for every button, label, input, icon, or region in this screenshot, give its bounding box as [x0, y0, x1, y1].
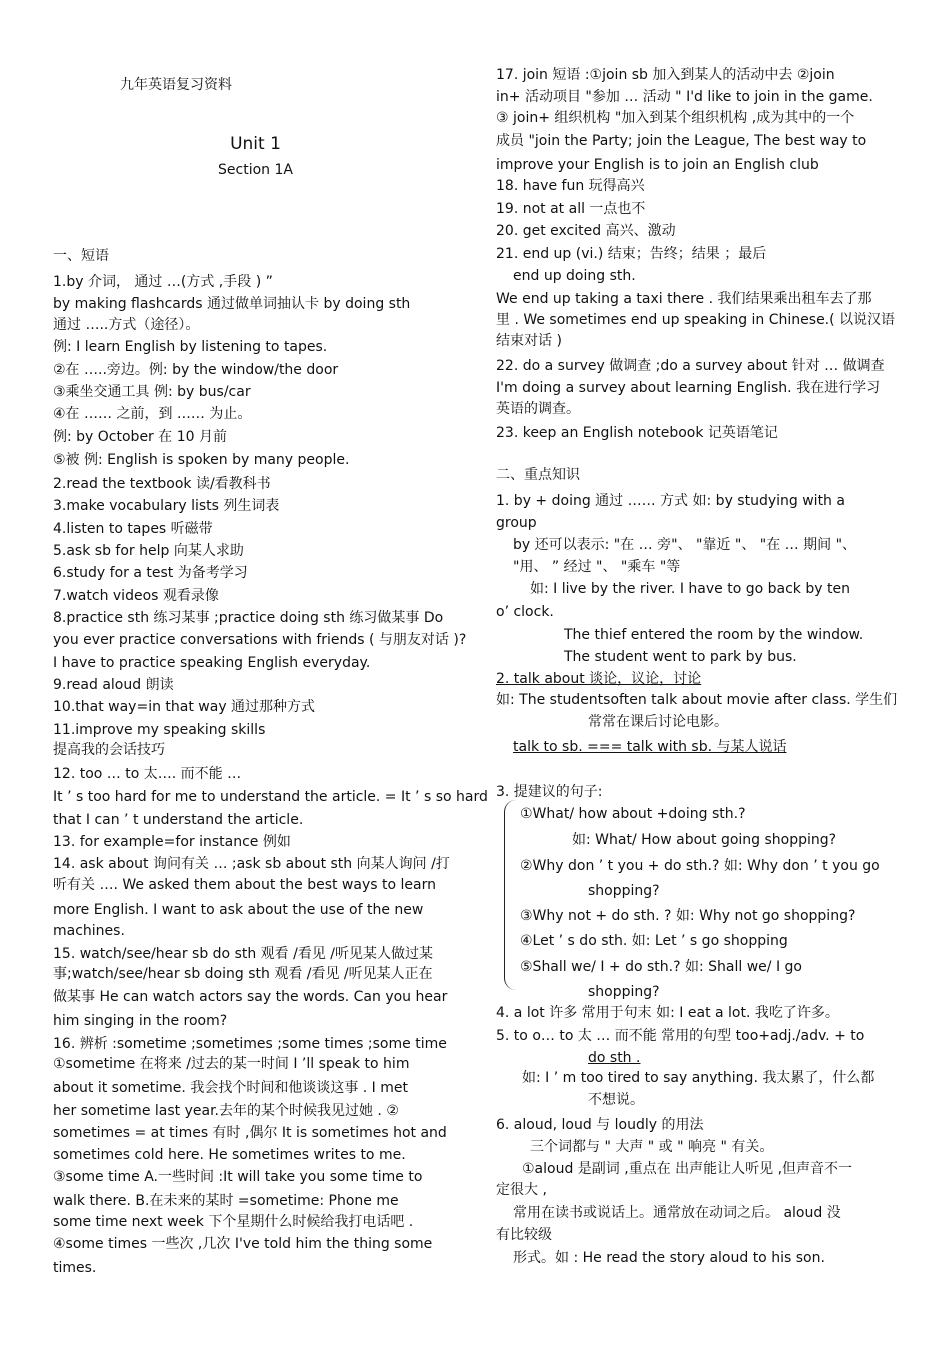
text-line: 通过 …..方式（途径）。 — [53, 317, 200, 333]
text-line: ③乘坐交通工具 例: by bus/car — [53, 384, 251, 400]
text-line: 2.read the textbook 读/看教科书 — [53, 476, 271, 492]
text-line: 听有关 …. We asked them about the best ways to learn — [53, 877, 436, 893]
text-line: 21. end up (vi.) 结束；告终；结果 ；最后 — [496, 246, 767, 262]
text-line: 6.study for a test 为备考学习 — [53, 565, 248, 581]
text-line: 事;watch/see/hear sb doing sth 观看 /看见 /听见某人正在 — [53, 966, 433, 982]
text-line: 5.ask sb for help 向某人求助 — [53, 543, 244, 559]
text-line: ④在 …… 之前，到 …… 为止。 — [53, 406, 252, 422]
text-line: ②Why don ’ t you + do sth.? 如: Why don ’ t you go — [520, 858, 880, 874]
document-title: 九年英语复习资料 — [120, 77, 232, 93]
text-line: 13. for example=for instance 例如 — [53, 834, 291, 850]
text-line: 6. aloud, loud 与 loudly 的用法 — [496, 1117, 704, 1133]
text-line: 如: I live by the river. I have to go back by ten — [530, 581, 850, 597]
text-line: ①sometime 在将来 /过去的某一时间 I ’ll speak to him — [53, 1056, 410, 1072]
text-line: you ever practice conversations with friends ( 与朋友对话 )? — [53, 632, 467, 648]
text-line: We end up taking a taxi there . 我们结果乘出租车去了那 — [496, 291, 872, 307]
text-line: 23. keep an English notebook 记英语笔记 — [496, 425, 778, 441]
text-line: about it sometime. 我会找个时间和他谈谈这事 . I met — [53, 1080, 408, 1096]
text-line: 1.by 介词， 通过 …(方式 ,手段 ) ” — [53, 274, 273, 290]
text-line: 10.that way=in that way 通过那种方式 — [53, 699, 316, 715]
key-points-heading: 二、重点知识 — [496, 467, 580, 483]
text-line: 17. join 短语 :①join sb 加入到某人的活动中去 ②join — [496, 67, 835, 83]
text-line: 4.listen to tapes 听磁带 — [53, 521, 213, 537]
text-line: 形式。如 : He read the story aloud to his son. — [513, 1250, 825, 1266]
text-line: 18. have fun 玩得高兴 — [496, 178, 645, 194]
text-line: group — [496, 515, 537, 531]
text-line: ④Let ’ s do sth. 如: Let ’ s go shopping — [520, 933, 788, 949]
text-line: 英语的调查。 — [496, 401, 580, 417]
text-line: sometimes cold here. He sometimes writes to me. — [53, 1147, 406, 1163]
text-line: 7.watch videos 观看录像 — [53, 588, 219, 604]
text-line: 16. 辨析 :sometime ;sometimes ;some times ;some time — [53, 1036, 447, 1052]
text-line: 定很大 , — [496, 1182, 547, 1198]
text-line: 2. talk about 谈论，议论，讨论 — [496, 671, 702, 687]
text-line: ③ join+ 组织机构 "加入到某个组织机构 ,成为其中的一个 — [496, 110, 855, 126]
text-line: shopping? — [588, 883, 660, 899]
text-line: 提高我的会话技巧 — [53, 742, 165, 758]
text-line: 三个词都与 " 大声 " 或 " 响亮 " 有关。 — [530, 1139, 774, 1155]
text-line: 11.improve my speaking skills — [53, 722, 266, 738]
text-line: I have to practice speaking English everyday. — [53, 655, 371, 671]
text-line: 常常在课后讨论电影。 — [588, 714, 728, 730]
text-line: end up doing sth. — [513, 268, 636, 284]
text-line: shopping? — [588, 984, 660, 1000]
text-line: talk to sb. === talk with sb. 与某人说话 — [513, 739, 787, 755]
text-line: ⑤被 例: English is spoken by many people. — [53, 452, 350, 468]
text-line: 14. ask about 询问有关 … ;ask sb about sth 向某人询问 /打 — [53, 856, 450, 872]
text-line: I'm doing a survey about learning English. 我在进行学习 — [496, 380, 881, 396]
text-line: 20. get excited 高兴、激动 — [496, 223, 676, 239]
text-line: 做某事 He can watch actors say the words. Can you hear — [53, 989, 448, 1005]
text-line: 19. not at all 一点也不 — [496, 201, 646, 217]
text-line: o’ clock. — [496, 604, 554, 620]
text-line: 例: by October 在 10 月前 — [53, 429, 227, 445]
text-line: 有比较级 — [496, 1227, 552, 1243]
text-line: 如: I ’ m too tired to say anything. 我太累了，什么都 — [522, 1070, 875, 1086]
text-line: "用、 ” 经过 "、 "乘车 "等 — [513, 559, 681, 575]
text-line: some time next week 下个星期什么时候给我打电话吧 . — [53, 1214, 414, 1230]
text-line: 3. 提建议的句子: — [496, 784, 603, 800]
brace-bracket — [504, 800, 517, 990]
text-line: 9.read aloud 朗读 — [53, 677, 174, 693]
unit-title: Unit 1 — [230, 134, 281, 154]
text-line: 结束对话 ) — [496, 333, 562, 349]
text-line: 常用在读书或说话上。通常放在动词之后。 aloud 没 — [513, 1205, 841, 1221]
text-line: 成员 "join the Party; join the League, The best way to — [496, 133, 867, 149]
text-line: ④some times 一些次 ,几次 I've told him the thing some — [53, 1236, 433, 1252]
text-line: 4. a lot 许多 常用于句末 如: I eat a lot. 我吃了许多。 — [496, 1005, 839, 1021]
text-line: him singing in the room? — [53, 1013, 228, 1029]
text-line: 例: I learn English by listening to tapes. — [53, 339, 328, 355]
text-line: 不想说。 — [588, 1092, 644, 1108]
text-line: The thief entered the room by the window. — [564, 627, 864, 643]
text-line: sometimes = at times 有时 ,偶尔 It is sometimes hot and — [53, 1125, 447, 1141]
text-line: 12. too … to 太…. 而不能 … — [53, 766, 242, 782]
text-line: machines. — [53, 923, 125, 939]
text-line: in+ 活动项目 "参加 … 活动 " I'd like to join in the game. — [496, 89, 873, 105]
text-line: 如: The studentsoften talk about movie after class. 学生们 — [496, 692, 898, 708]
text-line: ①What/ how about +doing sth.? — [520, 806, 746, 822]
text-line: 3.make vocabulary lists 列生词表 — [53, 498, 280, 514]
text-line: more English. I want to ask about the use of the new — [53, 902, 424, 918]
text-line: by 还可以表示: "在 … 旁"、 "靠近 "、 "在 … 期间 "、 — [513, 537, 857, 553]
text-line: 5. to o… to 太 … 而不能 常用的句型 too+adj./adv. + to — [496, 1028, 865, 1044]
text-line: It ’ s too hard for me to understand the article. = It ’ s so hard — [53, 789, 488, 805]
text-line: 1. by + doing 通过 …… 方式 如: by studying with a — [496, 493, 845, 509]
text-line: 里 . We sometimes end up speaking in Chinese.( 以说汉语 — [496, 312, 896, 328]
text-line: by making flashcards 通过做单词抽认卡 by doing sth — [53, 296, 411, 312]
text-line: improve your English is to join an English club — [496, 157, 819, 173]
text-line: 8.practice sth 练习某事 ;practice doing sth 练习做某事 Do — [53, 610, 444, 626]
text-line: do sth . — [588, 1050, 641, 1066]
text-line: her sometime last year.去年的某个时候我见过她 . ② — [53, 1103, 399, 1119]
text-line: that I can ’ t understand the article. — [53, 812, 304, 828]
section-title: Section 1A — [218, 162, 293, 178]
text-line: walk there. B.在未来的某时 =sometime: Phone me — [53, 1193, 399, 1209]
text-line: ③some time A.一些时间 :It will take you some time to — [53, 1169, 423, 1185]
text-line: 22. do a survey 做调查 ;do a survey about 针对 … 做调查 — [496, 358, 885, 374]
text-line: ③Why not + do sth. ? 如: Why not go shopping? — [520, 908, 856, 924]
text-line: ①aloud 是副词 ,重点在 出声能让人听见 ,但声音不一 — [522, 1161, 853, 1177]
text-line: 15. watch/see/hear sb do sth 观看 /看见 /听见某人做过某 — [53, 946, 434, 962]
text-line: ⑤Shall we/ I + do sth.? 如: Shall we/ I go — [520, 959, 802, 975]
text-line: times. — [53, 1260, 97, 1276]
text-line: 如: What/ How about going shopping? — [572, 832, 837, 848]
text-line: The student went to park by bus. — [564, 649, 797, 665]
text-line: ②在 …..旁边。例: by the window/the door — [53, 362, 339, 378]
phrases-heading: 一、短语 — [53, 248, 109, 264]
